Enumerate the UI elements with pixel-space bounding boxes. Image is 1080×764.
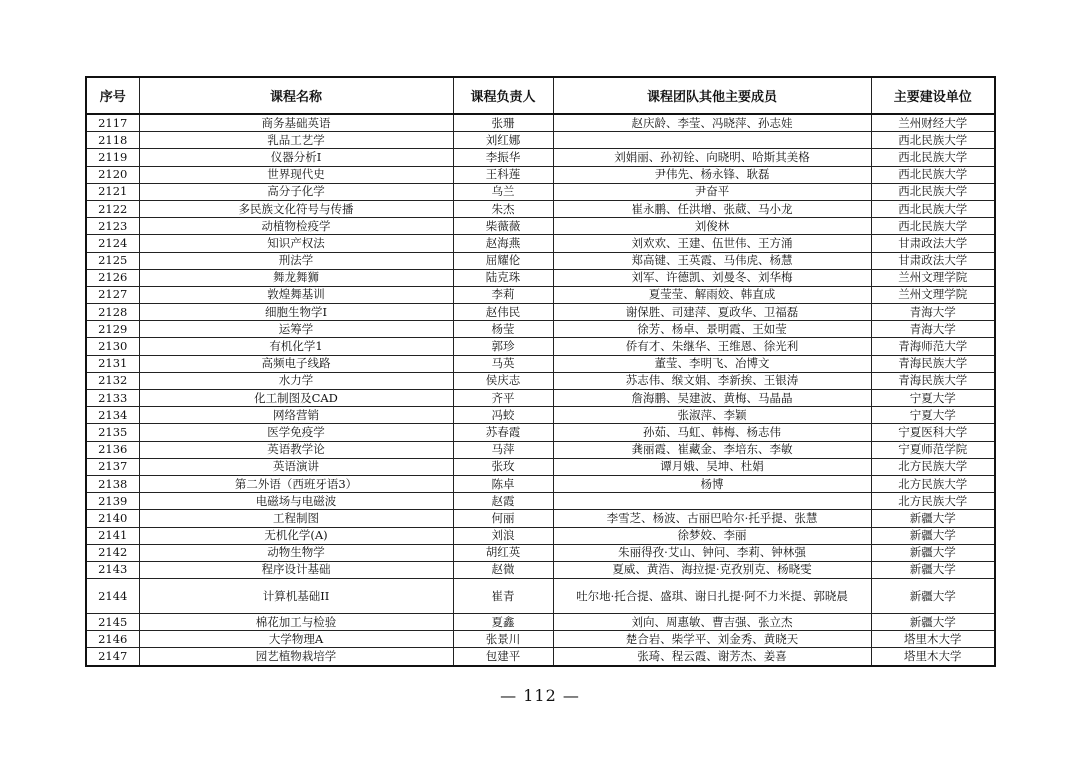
cell-team-members: 孙茹、马虹、韩梅、杨志伟 <box>553 424 871 441</box>
table-row <box>86 458 995 475</box>
cell-institution: 西北民族大学 <box>871 149 995 166</box>
table-row <box>86 183 995 200</box>
cell-team-members: 张琦、程云霞、谢芳杰、姜喜 <box>553 648 871 666</box>
cell-index: 2137 <box>86 458 139 475</box>
cell-index: 2129 <box>86 321 139 338</box>
cell-index: 2121 <box>86 183 139 200</box>
cell-team-members: 董莹、李明飞、冶博文 <box>553 355 871 372</box>
cell-course-lead: 陆克珠 <box>453 269 553 286</box>
cell-course-lead: 屈耀伦 <box>453 252 553 269</box>
cell-index: 2122 <box>86 200 139 217</box>
cell-team-members: 谭月娥、吴坤、杜娟 <box>553 458 871 475</box>
cell-institution: 兰州文理学院 <box>871 286 995 303</box>
cell-team-members: 刘向、周惠敏、曹吉强、张立杰 <box>553 614 871 631</box>
cell-team-members: 尹伟先、杨永锋、耿磊 <box>553 166 871 183</box>
cell-course-lead: 张珊 <box>453 114 553 132</box>
cell-institution: 西北民族大学 <box>871 166 995 183</box>
course-table <box>85 76 996 667</box>
cell-institution: 西北民族大学 <box>871 183 995 200</box>
cell-course-name: 高分子化学 <box>139 183 453 200</box>
cell-institution: 西北民族大学 <box>871 218 995 235</box>
cell-institution: 西北民族大学 <box>871 132 995 149</box>
table-row <box>86 218 995 235</box>
cell-course-lead: 张玫 <box>453 458 553 475</box>
cell-team-members: 龚丽霞、崔藏金、李培东、李敏 <box>553 441 871 458</box>
cell-index: 2144 <box>86 579 139 614</box>
cell-course-lead: 胡红英 <box>453 544 553 561</box>
cell-course-name: 商务基础英语 <box>139 114 453 132</box>
cell-team-members: 刘俊林 <box>553 218 871 235</box>
table-row <box>86 579 995 614</box>
cell-index: 2124 <box>86 235 139 252</box>
cell-team-members: 楚合岩、柴学平、刘金秀、黄晓天 <box>553 631 871 648</box>
cell-index: 2136 <box>86 441 139 458</box>
table-row <box>86 510 995 527</box>
table-row <box>86 614 995 631</box>
cell-index: 2146 <box>86 631 139 648</box>
cell-institution: 新疆大学 <box>871 579 995 614</box>
cell-institution: 新疆大学 <box>871 614 995 631</box>
cell-course-name: 世界现代史 <box>139 166 453 183</box>
cell-course-name: 乳品工艺学 <box>139 132 453 149</box>
cell-institution: 新疆大学 <box>871 510 995 527</box>
header-course-lead: 课程负责人 <box>453 77 553 114</box>
cell-course-name: 棉花加工与检验 <box>139 614 453 631</box>
cell-course-lead: 刘红娜 <box>453 132 553 149</box>
table-row <box>86 390 995 407</box>
cell-team-members: 赵庆龄、李莹、冯晓萍、孙志娃 <box>553 114 871 132</box>
cell-team-members: 杨博 <box>553 475 871 492</box>
table-body <box>86 114 995 666</box>
cell-course-lead: 赵霞 <box>453 493 553 510</box>
cell-course-name: 动物生物学 <box>139 544 453 561</box>
cell-institution: 兰州文理学院 <box>871 269 995 286</box>
table-row <box>86 527 995 544</box>
cell-institution: 西北民族大学 <box>871 200 995 217</box>
table-row <box>86 252 995 269</box>
cell-team-members: 夏威、黄浩、海拉提·克孜别克、杨晓雯 <box>553 561 871 578</box>
cell-team-members: 崔永鹏、任洪增、张葳、马小龙 <box>553 200 871 217</box>
cell-index: 2130 <box>86 338 139 355</box>
cell-institution: 甘肃政法大学 <box>871 235 995 252</box>
table-row <box>86 561 995 578</box>
cell-institution: 甘肃政法大学 <box>871 252 995 269</box>
cell-team-members: 朱丽得孜·艾山、钟问、李莉、钟林强 <box>553 544 871 561</box>
cell-institution: 塔里木大学 <box>871 631 995 648</box>
cell-institution: 青海大学 <box>871 304 995 321</box>
cell-team-members: 尹奋平 <box>553 183 871 200</box>
table-row <box>86 631 995 648</box>
table-row <box>86 338 995 355</box>
cell-course-lead: 冯蛟 <box>453 407 553 424</box>
cell-index: 2126 <box>86 269 139 286</box>
cell-team-members: 李雪芝、杨波、古丽巴哈尔·托乎提、张慧 <box>553 510 871 527</box>
cell-course-lead: 杨莹 <box>453 321 553 338</box>
cell-institution: 新疆大学 <box>871 561 995 578</box>
cell-course-lead: 赵微 <box>453 561 553 578</box>
table-row <box>86 407 995 424</box>
cell-index: 2133 <box>86 390 139 407</box>
cell-index: 2147 <box>86 648 139 666</box>
cell-team-members: 徐芳、杨卓、景明霞、王如莹 <box>553 321 871 338</box>
table-row <box>86 424 995 441</box>
cell-index: 2139 <box>86 493 139 510</box>
cell-course-name: 网络营销 <box>139 407 453 424</box>
cell-institution: 塔里木大学 <box>871 648 995 666</box>
header-row <box>86 77 995 114</box>
cell-course-name: 知识产权法 <box>139 235 453 252</box>
table-row <box>86 475 995 492</box>
cell-course-name: 大学物理A <box>139 631 453 648</box>
cell-course-lead: 刘浪 <box>453 527 553 544</box>
cell-course-lead: 马萍 <box>453 441 553 458</box>
cell-course-lead: 夏鑫 <box>453 614 553 631</box>
cell-course-name: 细胞生物学I <box>139 304 453 321</box>
cell-course-name: 程序设计基础 <box>139 561 453 578</box>
cell-team-members: 詹海鹏、吴建波、黄梅、马晶晶 <box>553 390 871 407</box>
cell-team-members: 苏志伟、缑文娟、李新挨、王银涛 <box>553 372 871 389</box>
cell-course-name: 舞龙舞狮 <box>139 269 453 286</box>
cell-institution: 青海大学 <box>871 321 995 338</box>
cell-index: 2143 <box>86 561 139 578</box>
cell-course-name: 医学免疫学 <box>139 424 453 441</box>
cell-index: 2119 <box>86 149 139 166</box>
header-course-name: 课程名称 <box>139 77 453 114</box>
table-row <box>86 269 995 286</box>
cell-course-name: 计算机基础II <box>139 579 453 614</box>
table-row <box>86 441 995 458</box>
cell-course-name: 第二外语（西班牙语3） <box>139 475 453 492</box>
cell-course-lead: 赵伟民 <box>453 304 553 321</box>
cell-index: 2125 <box>86 252 139 269</box>
table-row <box>86 149 995 166</box>
cell-course-lead: 赵海燕 <box>453 235 553 252</box>
cell-course-name: 动植物检疫学 <box>139 218 453 235</box>
cell-institution: 宁夏大学 <box>871 407 995 424</box>
cell-course-name: 多民族文化符号与传播 <box>139 200 453 217</box>
cell-course-lead: 何丽 <box>453 510 553 527</box>
cell-institution: 新疆大学 <box>871 544 995 561</box>
cell-course-name: 水力学 <box>139 372 453 389</box>
cell-index: 2141 <box>86 527 139 544</box>
cell-course-name: 有机化学1 <box>139 338 453 355</box>
table-row <box>86 132 995 149</box>
cell-index: 2117 <box>86 114 139 132</box>
cell-index: 2120 <box>86 166 139 183</box>
cell-institution: 北方民族大学 <box>871 458 995 475</box>
table-row <box>86 321 995 338</box>
cell-course-lead: 侯庆志 <box>453 372 553 389</box>
cell-institution: 兰州财经大学 <box>871 114 995 132</box>
cell-course-name: 英语演讲 <box>139 458 453 475</box>
table-row <box>86 648 995 666</box>
cell-index: 2145 <box>86 614 139 631</box>
header-team-members: 课程团队其他主要成员 <box>553 77 871 114</box>
cell-index: 2131 <box>86 355 139 372</box>
cell-institution: 青海师范大学 <box>871 338 995 355</box>
cell-institution: 北方民族大学 <box>871 475 995 492</box>
cell-course-lead: 张景川 <box>453 631 553 648</box>
cell-course-name: 仪器分析I <box>139 149 453 166</box>
cell-team-members: 刘军、许德凯、刘曼冬、刘华梅 <box>553 269 871 286</box>
cell-team-members: 夏莹莹、解雨姣、韩直成 <box>553 286 871 303</box>
cell-course-name: 电磁场与电磁波 <box>139 493 453 510</box>
cell-course-name: 高频电子线路 <box>139 355 453 372</box>
cell-team-members: 张淑萍、李颖 <box>553 407 871 424</box>
cell-course-name: 敦煌舞基训 <box>139 286 453 303</box>
cell-institution: 宁夏医科大学 <box>871 424 995 441</box>
cell-course-lead: 李振华 <box>453 149 553 166</box>
header-institution: 主要建设单位 <box>871 77 995 114</box>
cell-index: 2142 <box>86 544 139 561</box>
cell-index: 2138 <box>86 475 139 492</box>
cell-course-lead: 陈卓 <box>453 475 553 492</box>
cell-index: 2135 <box>86 424 139 441</box>
cell-team-members: 刘欢欢、王建、伍世伟、王方涌 <box>553 235 871 252</box>
cell-team-members <box>553 493 871 510</box>
cell-course-lead: 李莉 <box>453 286 553 303</box>
table-row <box>86 372 995 389</box>
cell-course-lead: 马英 <box>453 355 553 372</box>
cell-institution: 新疆大学 <box>871 527 995 544</box>
cell-course-name: 工程制图 <box>139 510 453 527</box>
table-row <box>86 493 995 510</box>
table-row <box>86 304 995 321</box>
cell-index: 2134 <box>86 407 139 424</box>
cell-course-name: 运筹学 <box>139 321 453 338</box>
cell-institution: 宁夏大学 <box>871 390 995 407</box>
cell-course-lead: 王科莲 <box>453 166 553 183</box>
cell-course-name: 园艺植物栽培学 <box>139 648 453 666</box>
cell-team-members: 吐尔地·托合提、盛琪、谢日扎提·阿不力米提、郭晓晨 <box>553 579 871 614</box>
table-row <box>86 286 995 303</box>
cell-institution: 北方民族大学 <box>871 493 995 510</box>
cell-course-lead: 齐平 <box>453 390 553 407</box>
cell-team-members: 郑高键、王英霞、马伟虎、杨慧 <box>553 252 871 269</box>
cell-index: 2140 <box>86 510 139 527</box>
table-row <box>86 200 995 217</box>
cell-course-lead: 苏春霞 <box>453 424 553 441</box>
cell-course-name: 英语教学论 <box>139 441 453 458</box>
table-header <box>86 77 995 114</box>
cell-course-name: 刑法学 <box>139 252 453 269</box>
cell-institution: 青海民族大学 <box>871 372 995 389</box>
header-index: 序号 <box>86 77 139 114</box>
cell-index: 2132 <box>86 372 139 389</box>
cell-institution: 宁夏师范学院 <box>871 441 995 458</box>
cell-index: 2127 <box>86 286 139 303</box>
table-row <box>86 235 995 252</box>
table-row <box>86 166 995 183</box>
table-row <box>86 544 995 561</box>
cell-index: 2118 <box>86 132 139 149</box>
cell-course-lead: 柴薇薇 <box>453 218 553 235</box>
cell-team-members: 侨有才、朱继华、王维恩、徐光利 <box>553 338 871 355</box>
table-row <box>86 355 995 372</box>
cell-index: 2123 <box>86 218 139 235</box>
cell-course-lead: 朱杰 <box>453 200 553 217</box>
cell-index: 2128 <box>86 304 139 321</box>
cell-team-members <box>553 132 871 149</box>
cell-course-lead: 乌兰 <box>453 183 553 200</box>
cell-team-members: 谢保胜、司建萍、夏政华、卫福磊 <box>553 304 871 321</box>
cell-team-members: 徐梦姣、李丽 <box>553 527 871 544</box>
cell-course-name: 化工制图及CAD <box>139 390 453 407</box>
cell-institution: 青海民族大学 <box>871 355 995 372</box>
cell-course-lead: 崔青 <box>453 579 553 614</box>
page-number: — 112 — <box>500 686 580 705</box>
table-row <box>86 114 995 132</box>
cell-course-lead: 郭珍 <box>453 338 553 355</box>
cell-course-lead: 包建平 <box>453 648 553 666</box>
cell-course-name: 无机化学(A) <box>139 527 453 544</box>
cell-team-members: 刘娟丽、孙初铨、向晓明、哈斯其美格 <box>553 149 871 166</box>
